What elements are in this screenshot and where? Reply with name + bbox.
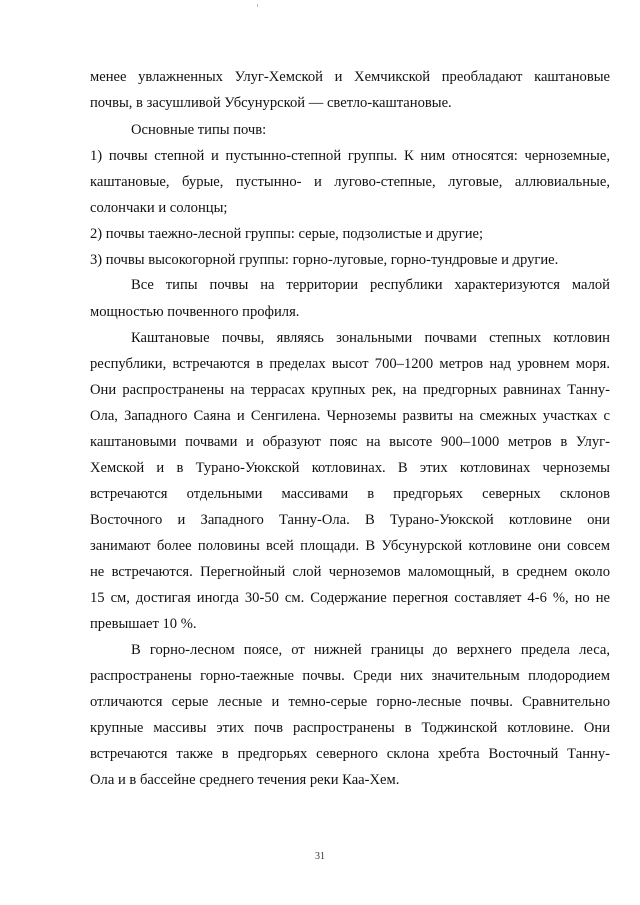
text-line: крупные массивы этих почв распространены в Тоджинской котловине. Они (90, 720, 610, 736)
text-line: каштановые, бурые, пустынно- и лугово-степные, луговые, аллювиальные, (90, 174, 610, 190)
text-line: отличаются серые лесные и темно-серые горно-лесные почвы. Сравнительно (90, 694, 610, 710)
text-line: встречаются отдельными массивами в предгорьях северных склонов (90, 486, 610, 502)
text-line: республики, встречаются в пределах высот 700–1200 метров над уровнем моря. (90, 356, 610, 372)
page-number: 31 (315, 851, 325, 862)
text-line: почвы, в засушливой Убсунурской — светло-каштановые. (90, 95, 452, 111)
text-line: встречаются также в предгорьях северного склона хребта Восточный Танну- (90, 746, 610, 762)
text-line: не встречаются. Перегнойный слой черноземов маломощный, в среднем около (90, 564, 610, 580)
text-line: 3) почвы высокогорной группы: горно-луговые, горно-тундровые и другие. (90, 252, 559, 268)
text-line: Основные типы почв: (131, 122, 267, 138)
text-line: мощностью почвенного профиля. (90, 304, 300, 320)
text-line: Ола и в бассейне среднего течения реки Каа-Хем. (90, 772, 400, 788)
text-line: Все типы почвы на территории республики характеризуются малой (131, 277, 610, 293)
text-line: 2) почвы таежно-лесной группы: серые, подзолистые и другие; (90, 226, 484, 242)
text-line: превышает 10 %. (90, 616, 197, 632)
text-line: 1) почвы степной и пустынно-степной группы. К ним относятся: черноземные, (90, 148, 610, 164)
scan-speck (257, 4, 258, 7)
text-line: Восточного и Западного Танну-Ола. В Турано-Уюкской котловине они (90, 512, 610, 528)
text-line: распространены горно-таежные почвы. Среди них значительным плодородием (90, 668, 610, 684)
text-line: занимают более половины всей площади. В Убсунурской котловине они совсем (90, 538, 610, 554)
text-line: Хемской и в Турано-Уюкской котловинах. В этих котловинах черноземы (90, 460, 610, 476)
text-line: каштановыми почвами и образуют пояс на высоте 900–1000 метров в Улуг- (90, 434, 610, 450)
text-line: В горно-лесном поясе, от нижней границы до верхнего предела леса, (131, 642, 610, 658)
text-line: Каштановые почвы, являясь зональными почвами степных котловин (131, 330, 610, 346)
text-line: солончаки и солонцы; (90, 200, 228, 216)
text-line: менее увлажненных Улуг-Хемской и Хемчикской преобладают каштановые (90, 69, 610, 85)
text-line: Ола, Западного Саяна и Сенгилена. Черноземы развиты на смежных участках с (90, 408, 610, 424)
text-line: 15 см, достигая иногда 30-50 см. Содержание перегноя составляет 4-6 %, но не (90, 590, 610, 606)
text-line: Они распространены на террасах крупных рек, на предгорных равнинах Танну- (90, 382, 610, 398)
